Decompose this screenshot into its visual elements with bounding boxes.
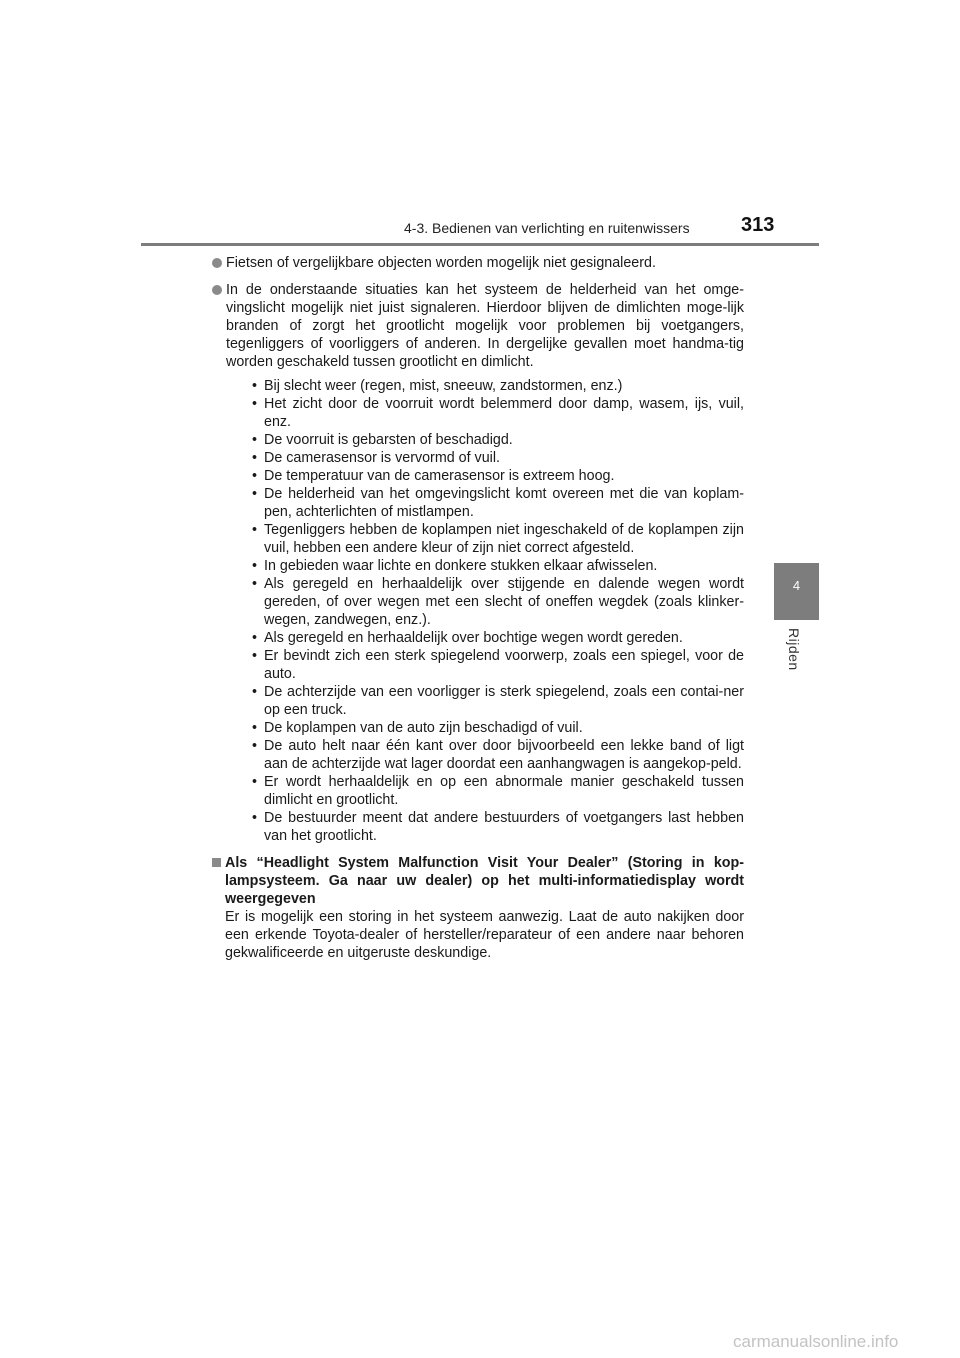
list-item: • De temperatuur van de camerasensor is extreem hoog. — [252, 468, 615, 484]
list-item: • De helderheid van het omgevingslicht komt overeen met die van koplam-pen, achterlichten of mistlampen. — [252, 486, 744, 520]
list-item: • Tegenliggers hebben de koplampen niet ingeschakeld of de koplampen zijn vuil, hebben een andere kleur of zijn niet correct afgesteld. — [252, 522, 744, 556]
watermark: carmanualsonline.info — [733, 1332, 899, 1351]
page-content — [212, 254, 744, 962]
round-bullet-icon — [212, 285, 222, 295]
dot-icon: • — [252, 396, 258, 412]
dot-icon: • — [252, 684, 258, 700]
dot-icon: • — [252, 486, 258, 502]
bullet-text: In de onderstaande situaties kan het systeem de helderheid van het omge-vingslicht mogelijk niet juist signaleren. Hierdoor blijven de dimlichten moge-lijk branden of zorgt het grootlicht mogelijk voor problemen bij voetgangers, tegenliggers of voorliggers of anderen. In dergelijke gevallen moet handma-tig worden geschakeld tussen grootlicht en dimlicht. — [226, 282, 744, 370]
list-item: • Er wordt herhaaldelijk en op een abnormale manier geschakeld tussen dimlicht en grootlicht. — [252, 774, 744, 808]
dot-icon: • — [252, 432, 258, 448]
list-item: • Als geregeld en herhaaldelijk over bochtige wegen wordt gereden. — [252, 630, 683, 646]
condition-list — [226, 377, 744, 845]
round-bullet-icon — [212, 258, 222, 268]
list-item: • Bij slecht weer (regen, mist, sneeuw, zandstormen, enz.) — [252, 378, 623, 394]
header-divider — [141, 243, 819, 246]
list-item: • De voorruit is gebarsten of beschadigd. — [252, 432, 513, 448]
bullet-item — [212, 281, 744, 845]
list-item: • De achterzijde van een voorligger is sterk spiegelend, zoals een contai-ner op een truck. — [252, 684, 744, 718]
list-item: • In gebieden waar lichte en donkere stukken elkaar afwisselen. — [252, 558, 658, 574]
chapter-label: Rijden — [786, 628, 802, 671]
section-title: 4-3. Bedienen van verlichting en ruitenwissers — [404, 220, 690, 236]
dot-icon: • — [252, 810, 258, 826]
body-paragraph: Er is mogelijk een storing in het systeem aanwezig. Laat de auto nakijken door een erkende Toyota-dealer of hersteller/reparateur of een andere naar behoren gekwalificeerde en uitgeruste deskundige. — [225, 909, 744, 961]
dot-icon: • — [252, 720, 258, 736]
dot-icon: • — [252, 648, 258, 664]
section-heading — [212, 854, 744, 908]
page-number: 313 — [741, 214, 775, 236]
list-item: • De auto helt naar één kant over door bijvoorbeeld een lekke band of ligt aan de achterzijde wat lager doordat een aanhangwagen is aangekop-peld. — [252, 738, 744, 772]
list-item: • De koplampen van de auto zijn beschadigd of vuil. — [252, 720, 583, 736]
dot-icon: • — [252, 738, 258, 754]
dot-icon: • — [252, 558, 258, 574]
list-item: • De camerasensor is vervormd of vuil. — [252, 450, 500, 466]
dot-icon: • — [252, 576, 258, 592]
dot-icon: • — [252, 522, 258, 538]
dot-icon: • — [252, 630, 258, 646]
dot-icon: • — [252, 774, 258, 790]
list-item: • Het zicht door de voorruit wordt belemmerd door damp, wasem, ijs, vuil, enz. — [252, 396, 744, 430]
square-bullet-icon — [212, 858, 221, 867]
list-item: • Er bevindt zich een sterk spiegelend voorwerp, zoals een spiegel, voor de auto. — [252, 648, 744, 682]
dot-icon: • — [252, 450, 258, 466]
list-item: • Als geregeld en herhaaldelijk over stijgende en dalende wegen wordt gereden, of over wegen met een slecht of oneffen wegdek (zoals klinker-wegen, zandwegen, enz.). — [252, 576, 744, 628]
bullet-item — [212, 254, 744, 272]
dot-icon: • — [252, 378, 258, 394]
heading-text: Als “Headlight System Malfunction Visit Your Dealer” (Storing in kop-lampsysteem. Ga naar uw dealer) op het multi-informatiedisplay wordt weergegeven — [225, 855, 744, 907]
bullet-text: Fietsen of vergelijkbare objecten worden mogelijk niet gesignaleerd. — [226, 255, 656, 271]
chapter-tab: 4 — [774, 563, 819, 620]
dot-icon: • — [252, 468, 258, 484]
list-item: • De bestuurder meent dat andere bestuurders of voetgangers last hebben van het grootlicht. — [252, 810, 744, 844]
